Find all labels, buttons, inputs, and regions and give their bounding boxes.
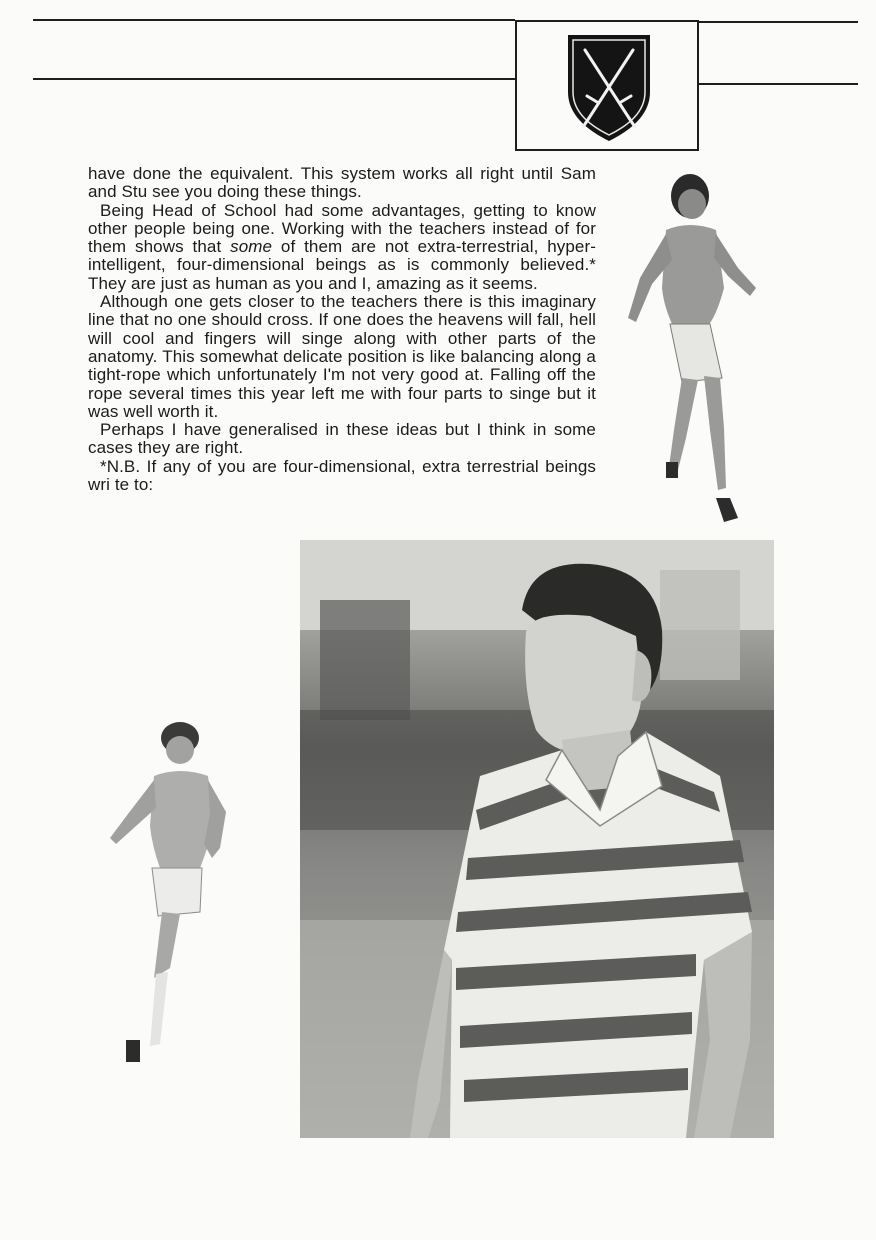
paragraph-4: Perhaps I have generalised in these ideas but I think in some cases they are right. [88,420,596,458]
photo-runner-left [96,718,246,1080]
header-rule-top-left [33,19,515,21]
header-rule-top-right [699,21,858,23]
header-rule-bottom-right [699,83,858,85]
paragraph-2: Being Head of School had some advantages, getting to know other people being one. Working with the teachers instead of for them shows that some of them are not extra-terrestrial, hyper-intelligent, four-dimensional beings as is commonly believed.* They are just as human as you and I, amazing as it seems. [88,200,596,293]
photo-runner-top [606,168,766,534]
emphasis-text: some [230,237,273,257]
crest-frame [515,20,699,151]
crossed-swords-shield-icon [565,32,653,144]
footnote: *N.B. If any of you are four-dimensional, extra terrestrial beings wri te to: [88,456,596,495]
paragraph-1: have done the equivalent. This system works all right until Sam and Stu see you doing these things. [88,164,596,202]
photo-student-striped-shirt [300,540,774,1138]
article-body [88,165,596,494]
paragraph-3: Although one gets closer to the teachers there is this imaginary line that no one should cross. If one does the heavens will fall, hell will cool and fingers will singe along with other parts of the anatomy. This somewhat delicate position is like balancing along a tight-rope which unfortunately I'm not very good at. Falling off the rope several times this year left me with four parts to singe but it was well worth it. [88,292,596,421]
header-rule-bottom-left [33,78,515,80]
